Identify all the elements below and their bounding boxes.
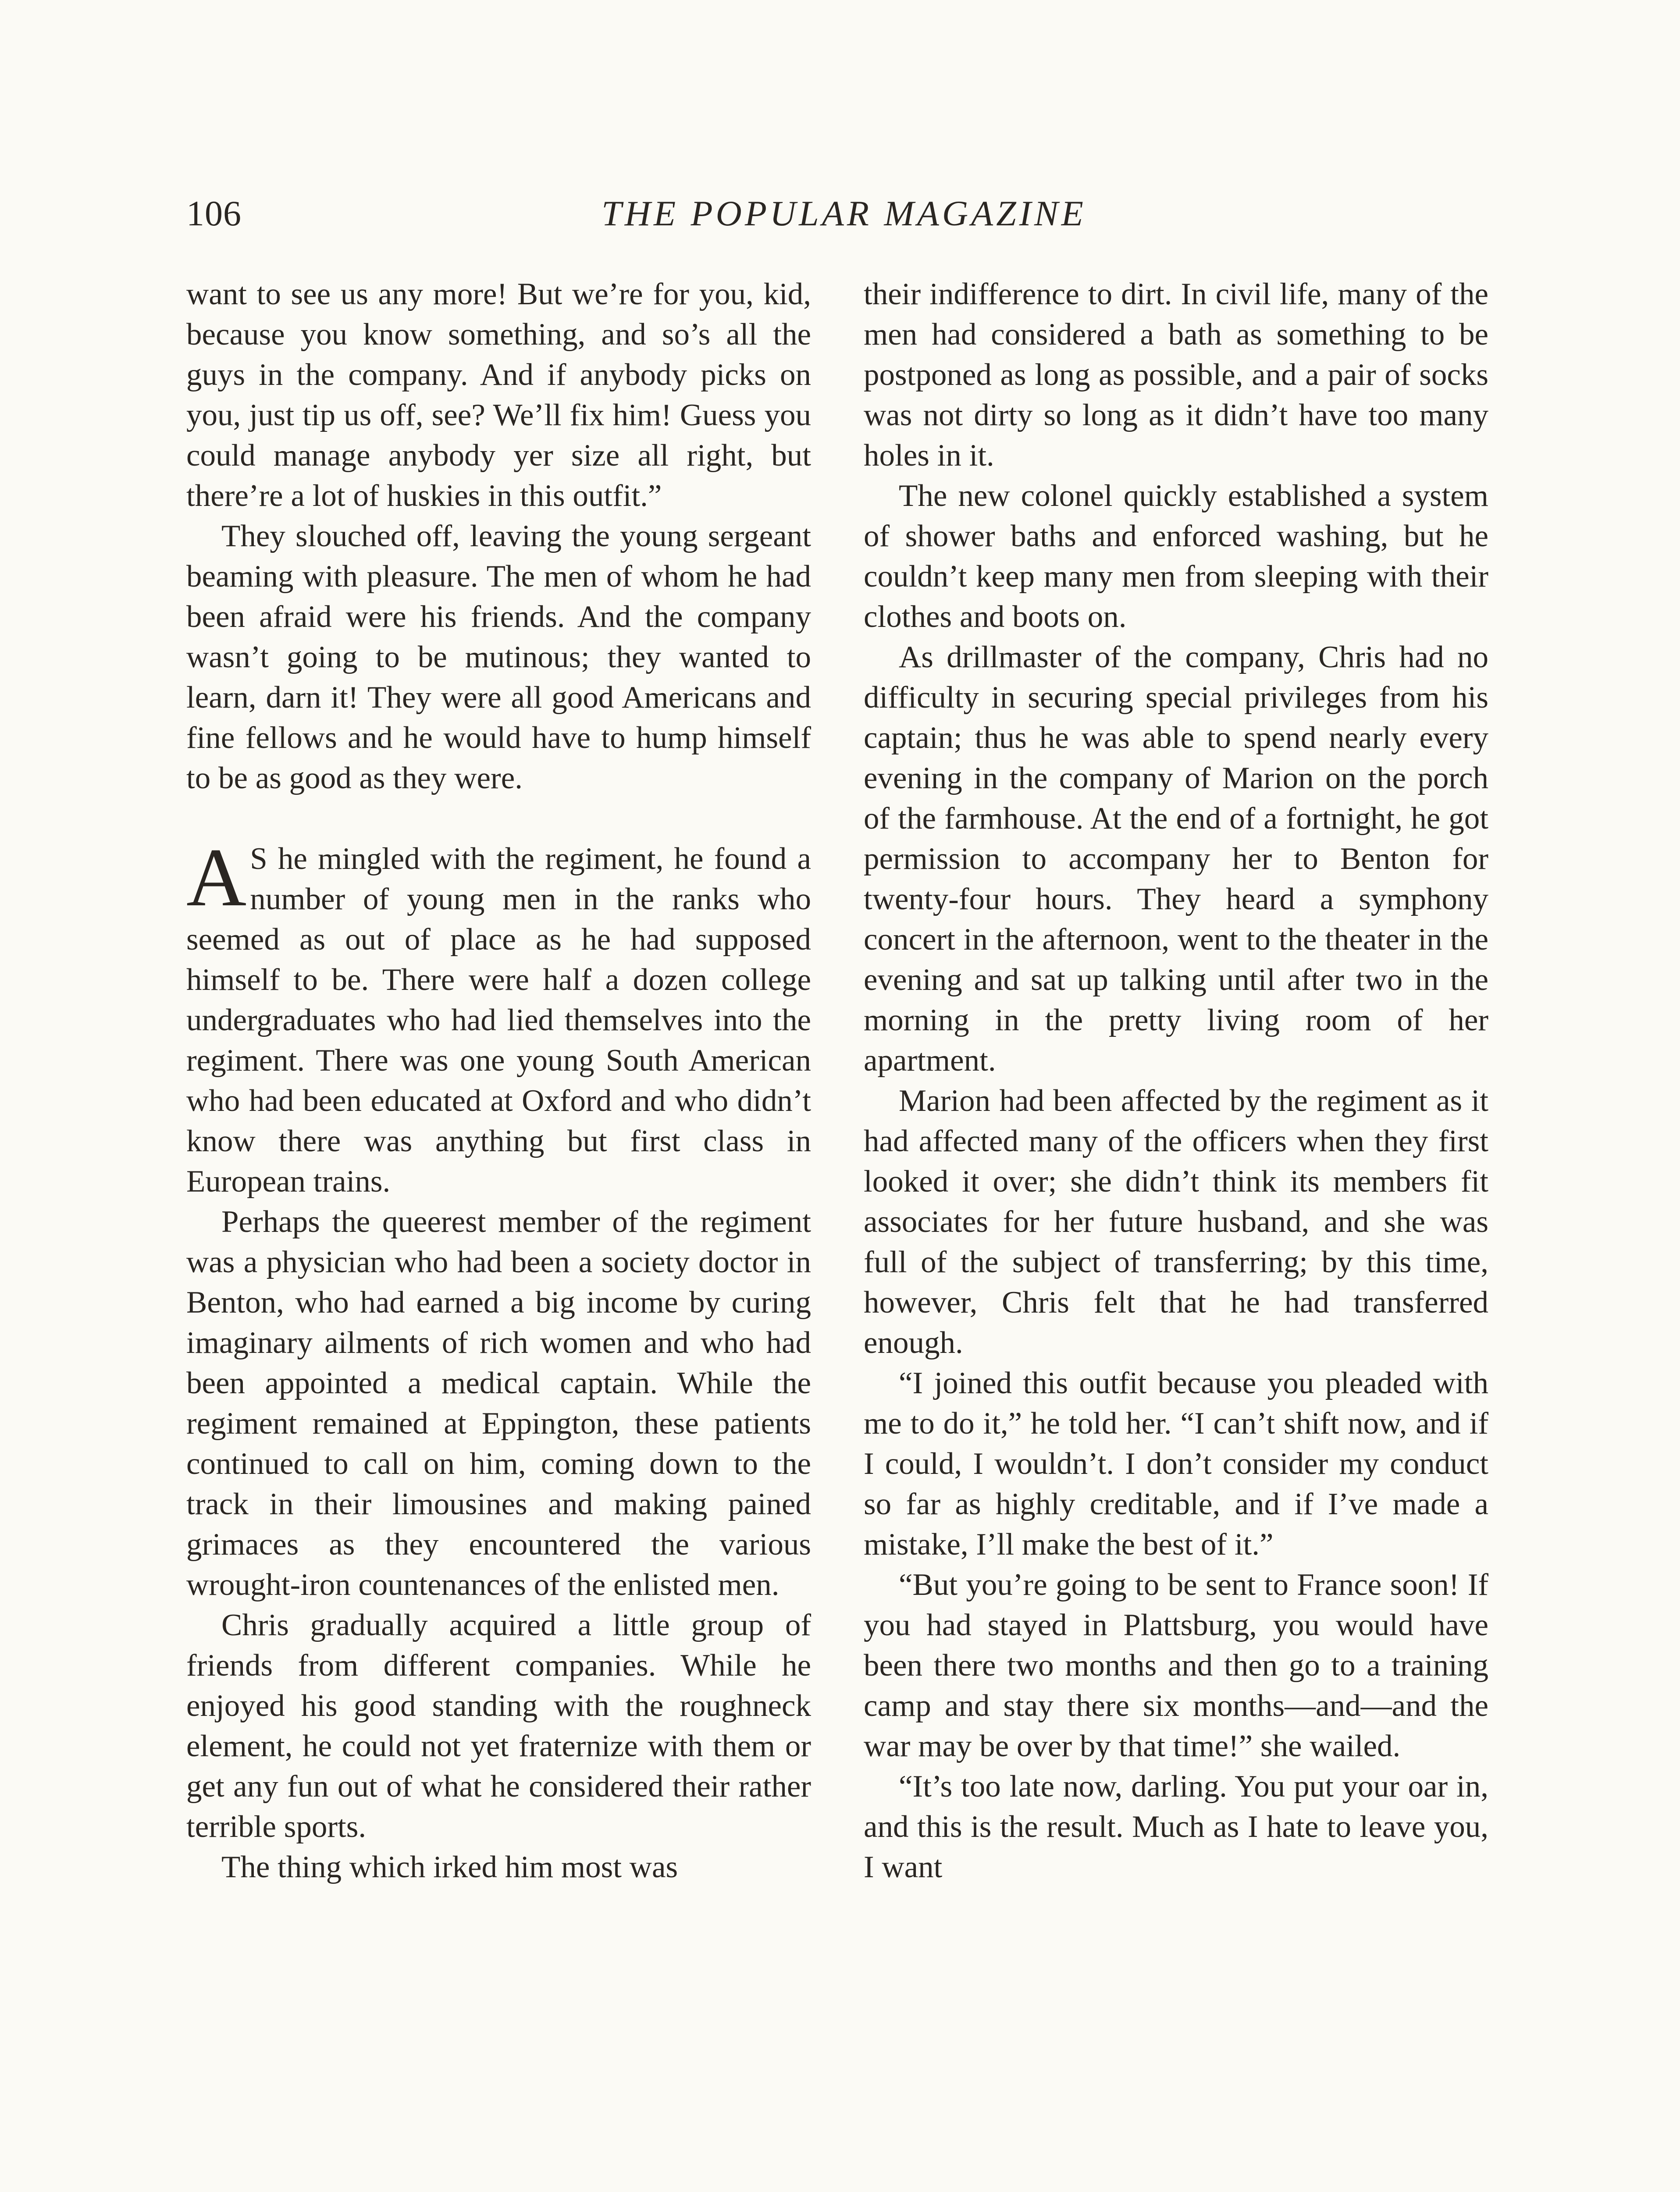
paragraph: As drillmaster of the company, Chris had no difficulty in securing special privileges from his captain; thus he was able to spend nearly every evening in the company of Marion on the porch of the farmhouse. At the end of a fortnight, he got permission to accompany her to Benton for twenty-four hours. They heard a symphony concert in the afternoon, went to the theater in the evening and sat up talking until after two in the morning in the pretty living room of her apartment. [864,640,1488,1078]
paragraph: “I joined this outfit because you pleaded with me to do it,” he told her. “I can’t shift now, and if I could, I wouldn’t. I don’t consider my conduct so far as highly creditable, and if I’ve made a mistake, I’ll make the best of it.” [864,1366,1488,1562]
paragraph: “It’s too late now, darling. You put your oar in, and this is the result. Much as I hate to leave you, I want [864,1769,1488,1884]
paragraph: The thing which irked him most was [221,1850,678,1884]
paragraph: want to see us any more! But we’re for you, kid, because you know something, and so’s all the guys in the company. And if anybody picks on you, just tip us off, see? We’ll fix him! Guess you could manage anybody yer size all right, but there’re a lot of huskies in this outfit.” [186,277,811,513]
page-number: 106 [186,193,242,233]
paragraph: The new colonel quickly established a system of shower baths and enforced washing, but he couldn’t keep many men from sleeping with their clothes and boots on. [864,479,1488,634]
right-column [864,274,1488,1887]
left-column [186,274,811,1887]
paragraph: They slouched off, leaving the young sergeant beaming with pleasure. The men of whom he had been afraid were his friends. And the company wasn’t going to be mutinous; they wanted to learn, darn it! They were all good Americans and fine fellows and he would have to hump himself to be as good as they were. [186,519,811,795]
paragraph: Marion had been affected by the regiment as it had affected many of the officers when they first looked it over; she didn’t think its members fit associates for her future husband, and she was full of the subject of transferring; by this time, however, Chris felt that he had transferred enough. [864,1084,1488,1360]
drop-cap: A [186,832,247,924]
running-title: THE POPULAR MAGAZINE [602,193,1086,233]
paragraph: Chris gradually acquired a little group of friends from different companies. While he enjoyed his good standing with the roughneck element, he could not yet fraternize with them or get any fun out of what he considered their rather terrible sports. [186,1608,811,1844]
page-header [186,193,1502,246]
paragraph: their indifference to dirt. In civil life, many of the men had considered a bath as something to be postponed as long as possible, and a pair of socks was not dirty so long as it didn’t have too many holes in it. [864,277,1488,473]
paragraph: “But you’re going to be sent to France soon! If you had stayed in Plattsburg, you would have been there two months and then go to a training camp and stay there six months—and—and the war may be over by that time!” she wailed. [864,1568,1488,1763]
paragraph-text: S he mingled with the regiment, he found a number of young men in the ranks who seemed as out of place as he had supposed himself to be. There were half a dozen college undergraduates who had lied themselves into the regiment. There was one young South American who had been educated at Oxford and who didn’t know there was anything but first class in European trains. [186,842,811,1199]
section-paragraph [186,832,811,1202]
paragraph: Perhaps the queerest member of the regiment was a physician who had been a society doctor in Benton, who had earned a big income by curing imaginary ailments of rich women and who had been appointed a medical captain. While the regiment remained at Eppington, these patients continued to call on him, coming down to the track in their limousines and making pained grimaces as they encountered the various wrought-iron countenances of the enlisted men. [186,1205,811,1602]
